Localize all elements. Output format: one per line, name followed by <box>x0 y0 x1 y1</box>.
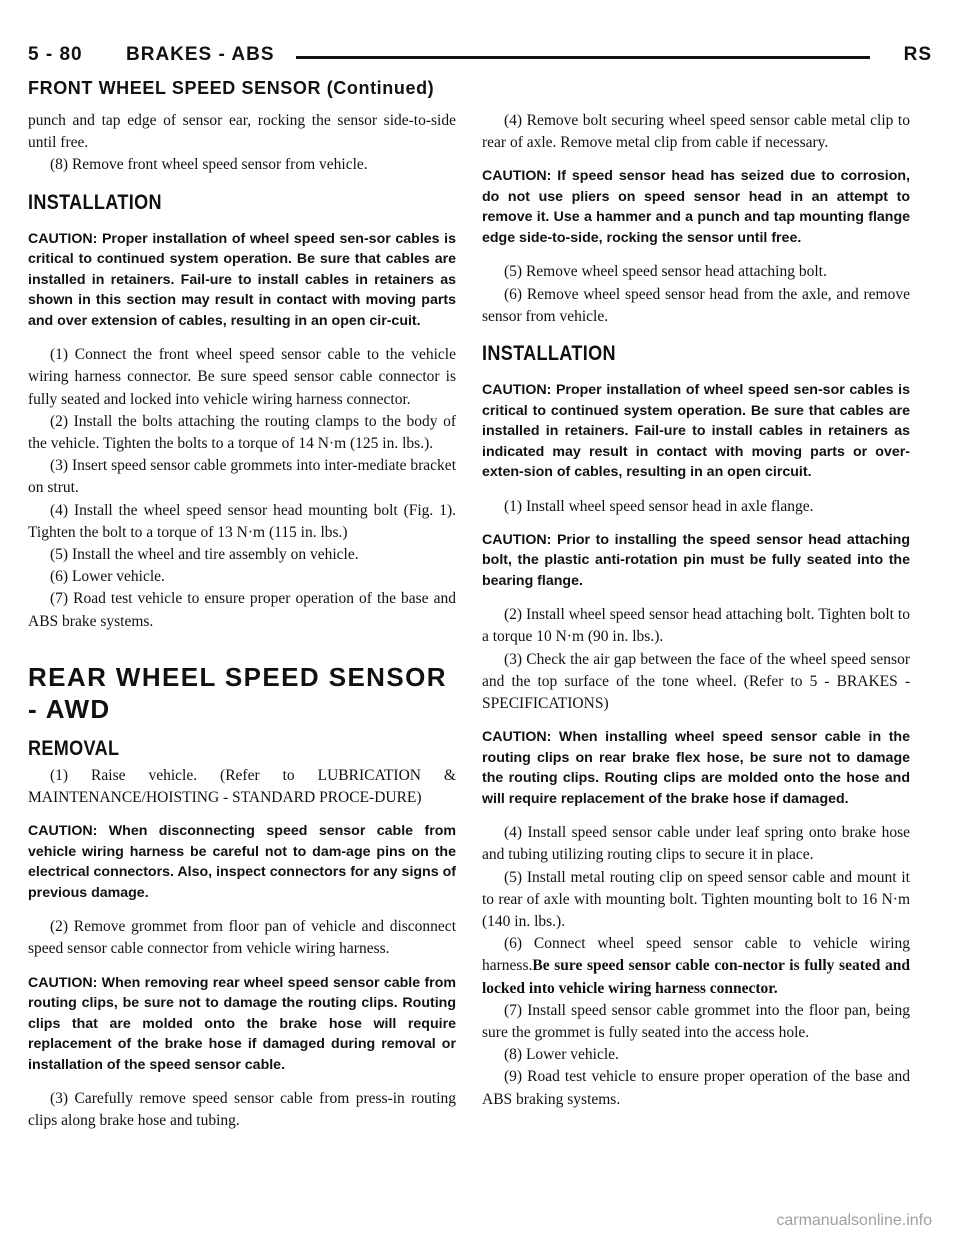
step: (4) Remove bolt securing wheel speed sensor cable metal clip to rear of axle. Remove metal clip from cable if necessary. <box>482 112 910 152</box>
step: (5) Install the wheel and tire assembly on vehicle. <box>50 545 359 563</box>
step: (1) Raise vehicle. (Refer to LUBRICATION & MAINTENANCE/HOISTING - STANDARD PROCE-DURE) <box>28 766 456 806</box>
paragraph: punch and tap edge of sensor ear, rocking the sensor side-to-side until free. <box>28 112 456 152</box>
step: (3) Carefully remove speed sensor cable from press-in routing clips along brake hose and tubing. <box>28 1090 456 1130</box>
step: (2) Install the bolts attaching the routing clamps to the body of the vehicle. Tighten the bolts to a torque of 14 N·m (125 in. lbs.). <box>28 412 456 452</box>
step: (5) Install metal routing clip on speed sensor cable and mount it to rear of axle with mounting bolt. Tighten mounting bolt to 16 N·m (140 in. lbs.). <box>482 868 910 931</box>
step: (4) Install speed sensor cable under leaf spring onto brake hose and tubing utilizing routing clips to secure it in place. <box>482 824 910 864</box>
section-title: BRAKES - ABS <box>126 44 275 65</box>
heading-installation: INSTALLATION <box>482 342 616 366</box>
step: (3) Check the air gap between the face of the wheel speed sensor and the top surface of the tone wheel. (Refer to 5 - BRAKES - SPECIFICATIONS) <box>482 650 910 713</box>
step-text: (6) Connect wheel speed sensor cable to vehicle wiring harness. <box>482 935 910 975</box>
step: (6) Remove wheel speed sensor head from the axle, and remove sensor from vehicle. <box>482 285 910 325</box>
header-rule <box>296 56 870 59</box>
step: (6) Lower vehicle. <box>50 568 165 586</box>
caution-note: CAUTION: When removing rear wheel speed sensor cable from routing clips, be sure not to damage the routing clips. Routing clips that are molded onto the brake hose will require replacement of the brake hose if damaged during removal or installation of the speed sensor cable. <box>28 974 456 1073</box>
step: (2) Install wheel speed sensor head attaching bolt. Tighten bolt to a torque 10 N·m (90 in. lbs.). <box>482 606 910 646</box>
manual-code: RS <box>903 44 932 65</box>
caution-note: CAUTION: Proper installation of wheel speed sen-sor cables is critical to continued system operation. Be sure that cables are installed in retainers. Fail-ure to install cables in retainers as indicated may result in contact with moving parts or over-exten-sion of cables, resulting in an open circuit. <box>482 382 910 481</box>
left-column <box>28 110 456 1132</box>
step-bold-note: Be sure speed sensor cable con-nector is fully seated and locked into vehicle wiring harness connector. <box>482 957 910 997</box>
step <box>482 933 910 1000</box>
heading-installation: INSTALLATION <box>28 190 162 214</box>
heading-removal: REMOVAL <box>28 736 120 760</box>
page-number: 5 - 80 <box>28 44 83 65</box>
step: (3) Insert speed sensor cable grommets into inter-mediate bracket on strut. <box>28 457 456 497</box>
page-header <box>28 38 932 72</box>
step: (5) Remove wheel speed sensor head attaching bolt. <box>504 263 827 281</box>
continued-title: FRONT WHEEL SPEED SENSOR (Continued) <box>28 78 435 98</box>
caution-note: CAUTION: Prior to installing the speed sensor head attaching bolt, the plastic anti-rotation pin must be fully seated into the bearing flange. <box>482 531 910 589</box>
caution-note: CAUTION: When disconnecting speed sensor cable from vehicle wiring harness be careful not to dam-age pins on the electrical connectors. Also, inspect connectors for any signs of previous damage. <box>28 823 456 901</box>
step: (1) Connect the front wheel speed sensor cable to the vehicle wiring harness connector. Be sure speed sensor cable connector is fully seated and locked into vehicle wiring harness connector. <box>28 346 456 408</box>
step: (7) Road test vehicle to ensure proper operation of the base and ABS brake systems. <box>28 590 456 630</box>
step: (9) Road test vehicle to ensure proper operation of the base and ABS braking systems. <box>482 1068 910 1108</box>
step: (4) Install the wheel speed sensor head mounting bolt (Fig. 1). Tighten the bolt to a torque of 13 N·m (115 in. lbs.) <box>28 501 456 541</box>
section-heading-rear-sensor: REAR WHEEL SPEED SENSOR - AWD <box>28 661 447 724</box>
step: (8) Lower vehicle. <box>504 1046 619 1064</box>
step: (1) Install wheel speed sensor head in axle flange. <box>504 497 814 515</box>
caution-note: CAUTION: Proper installation of wheel speed sen-sor cables is critical to continued system operation. Be sure that cables are installed in retainers. Fail-ure to install cables in retainers as shown in this section may result in contact with moving parts and over extension of cables, resulting in an open cir-cuit. <box>28 230 456 329</box>
caution-note: CAUTION: If speed sensor head has seized due to corrosion, do not use pliers on speed sensor head in an attempt to remove it. Use a hammer and a punch and tap mounting flange edge side-to-side, rocking the sensor until free. <box>482 168 910 246</box>
step: (7) Install speed sensor cable grommet into the floor pan, being sure the grommet is fully seated into the access hole. <box>482 1001 910 1042</box>
step: (2) Remove grommet from floor pan of vehicle and disconnect speed sensor cable connector from vehicle wiring harness. <box>28 918 456 958</box>
caution-note: CAUTION: When installing wheel speed sensor cable in the routing clips on rear brake flex hose, be sure not to damage the routing clips. Routing clips are molded onto the hose and will require replacement of the brake hose if damaged. <box>482 729 910 807</box>
right-column <box>482 110 910 1111</box>
step: (8) Remove front wheel speed sensor from vehicle. <box>50 156 368 174</box>
watermark: carmanualsonline.info <box>776 1212 932 1229</box>
